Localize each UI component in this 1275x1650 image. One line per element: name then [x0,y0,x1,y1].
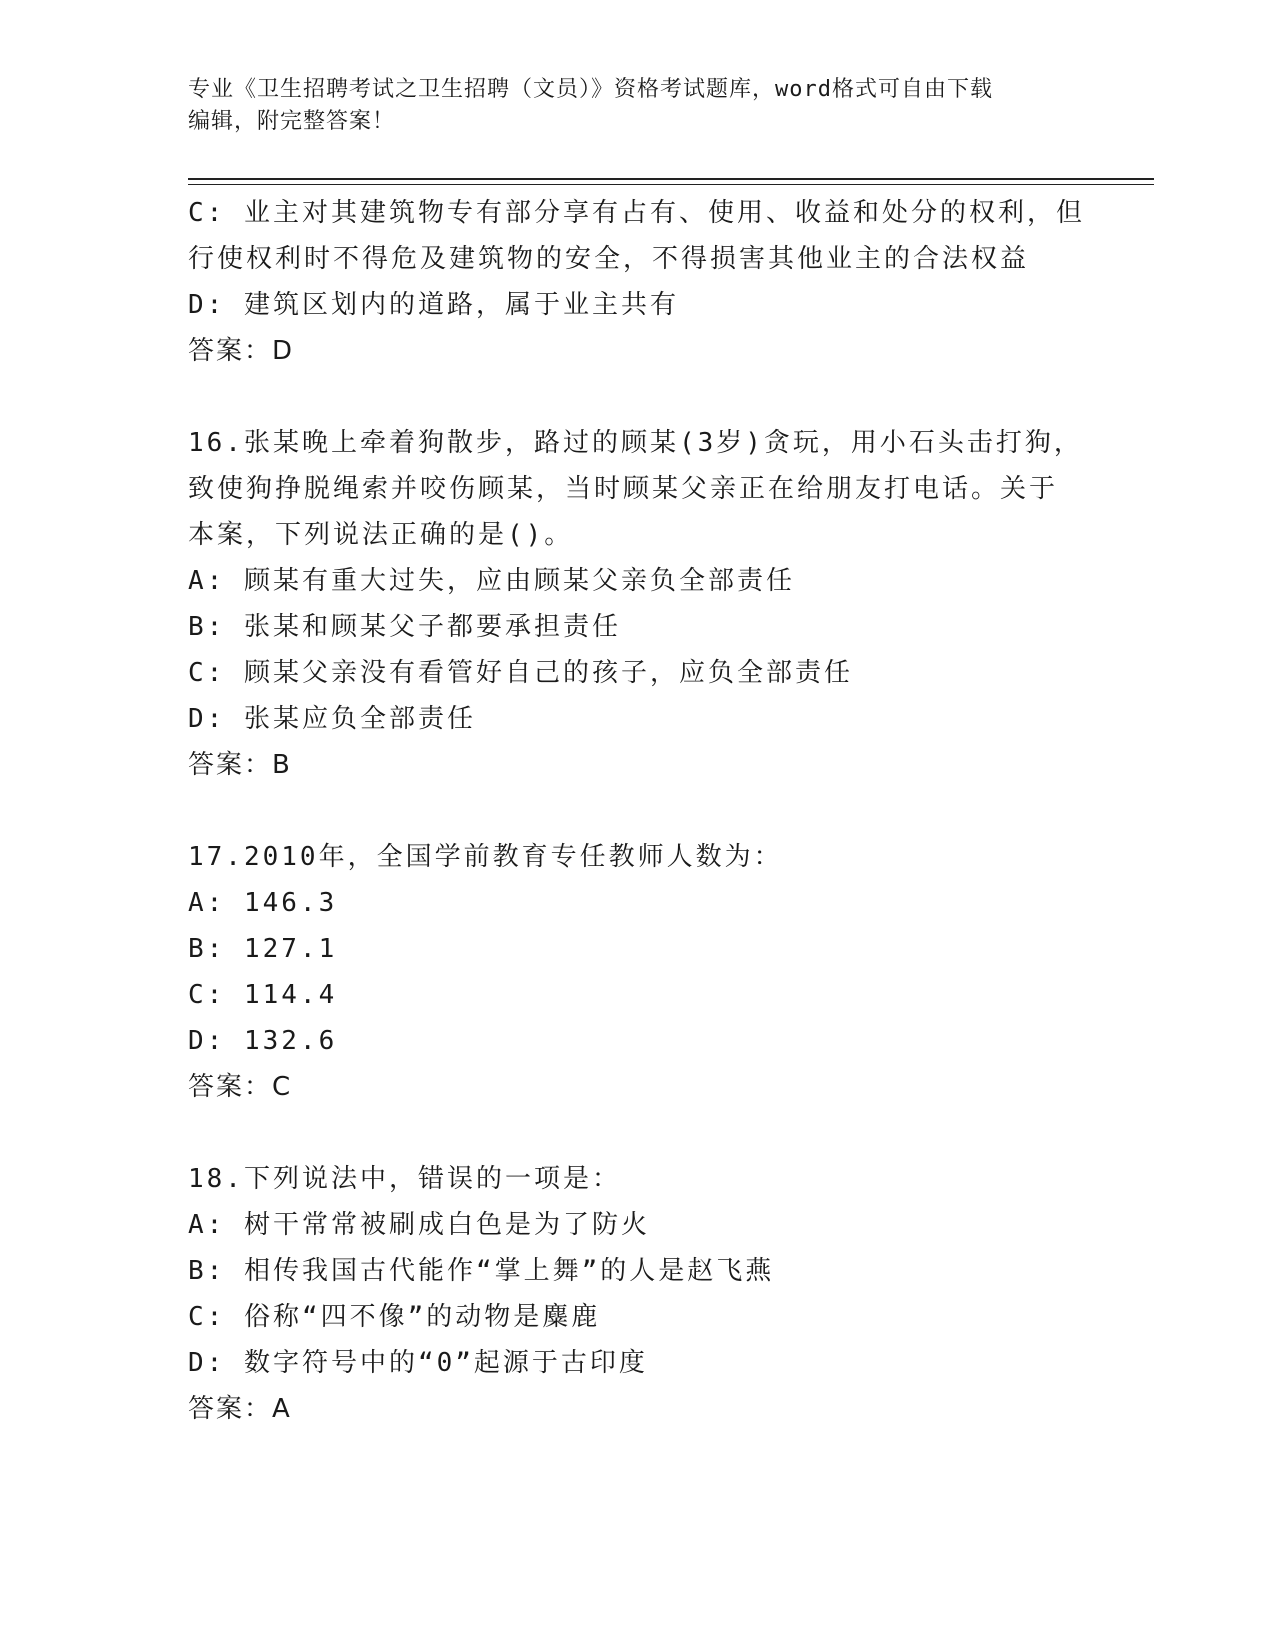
option-d: D: 132.6 [188,1026,338,1056]
header-line-1: 专业《卫生招聘考试之卫生招聘（文员）》资格考试题库，word格式可自由下载 [188,77,993,102]
question-stem-line-1: 16.张某晚上牵着狗散步，路过的顾某(3岁)贪玩，用小石头击打狗， [188,428,1083,458]
question-stem-line-2: 致使狗挣脱绳索并咬伤顾某，当时顾某父亲正在给朋友打电话。关于 [188,474,1059,504]
option-b: B: 张某和顾某父子都要承担责任 [188,612,621,642]
question-stem-line-3: 本案，下列说法正确的是()。 [188,520,574,550]
header-line-2: 编辑，附完整答案！ [188,109,396,134]
question-17 [188,834,1088,1110]
answer-label: 答案：D [188,336,295,366]
option-b: B: 相传我国古代能作“掌上舞”的人是赵飞燕 [188,1256,775,1286]
option-c: C: 俗称“四不像”的动物是麋鹿 [188,1302,601,1332]
option-c: C: 顾某父亲没有看管好自己的孩子，应负全部责任 [188,658,853,688]
question-stem: 17.2010年，全国学前教育专任教师人数为： [188,842,783,872]
document-header [188,74,1088,138]
option-a: A: 树干常常被刷成白色是为了防火 [188,1210,650,1240]
option-c: C: 114.4 [188,980,338,1010]
answer-label: 答案：B [188,750,292,780]
option-b: B: 127.1 [188,934,338,964]
question-16 [188,420,1088,788]
question-stem: 18.下列说法中，错误的一项是： [188,1164,621,1194]
answer-label: 答案：A [188,1394,292,1424]
question-15-continued [188,190,1088,374]
option-a: A: 146.3 [188,888,338,918]
option-a: A: 顾某有重大过失，应由顾某父亲负全部责任 [188,566,795,596]
option-c-line-2: 行使权利时不得危及建筑物的安全，不得损害其他业主的合法权益 [188,244,1030,274]
header-divider-thick [188,178,1154,180]
question-list [188,190,1088,1432]
answer-label: 答案：C [188,1072,293,1102]
option-d: D: 张某应负全部责任 [188,704,476,734]
question-18 [188,1156,1088,1432]
header-divider-thin [188,184,1154,185]
spacer [188,1110,1088,1156]
option-d: D: 数字符号中的“0”起源于古印度 [188,1348,648,1378]
spacer [188,374,1088,420]
option-d: D: 建筑区划内的道路，属于业主共有 [188,290,679,320]
option-c-line-1: C: 业主对其建筑物专有部分享有占有、使用、收益和处分的权利，但 [188,198,1085,228]
spacer [188,788,1088,834]
